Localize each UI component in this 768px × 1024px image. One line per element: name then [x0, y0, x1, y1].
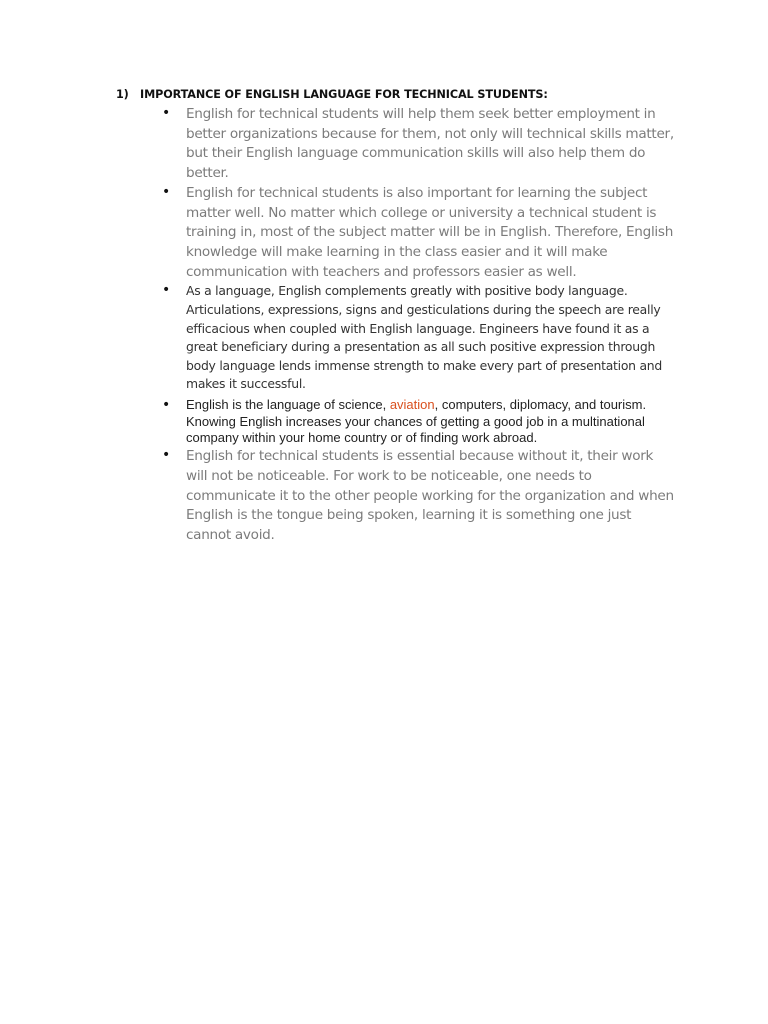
- bullet-icon: •: [162, 447, 171, 464]
- list-item-text: English for technical students will help them seek better employment in better organizations because for them, not only will technical skills matter, but their English language communication skills will also help them do better.: [186, 106, 674, 182]
- aviation-link[interactable]: aviation: [389, 396, 435, 412]
- bullet-icon: •: [162, 183, 171, 200]
- list-item-text-before: English is the language of science,: [186, 396, 390, 412]
- bullet-list: [162, 105, 674, 546]
- list-item-text: [186, 397, 674, 447]
- list-item-text-after: , computers, diplomacy, and tourism. Knowing English increases your chances of getting a good job in a multinational company within your home country or of finding work abroad.: [186, 396, 647, 446]
- list-item-text: As a language, English complements greatly with positive body language. Articulations, expressions, signs and gesticulations during the speech are really efficacious when coupled with English language. Engineers have found it as a great beneficiary during a presentation as all such positive expression through body language lends immense strength to make every part of presentation and makes it successful.: [186, 283, 663, 392]
- list-item-text: English for technical students is also important for learning the subject matter well. No matter which college or university a technical student is training in, most of the subject matter will be in English. Therefore, English knowledge will make learning in the class easier and it will make communication with teachers and professors easier as well.: [186, 184, 674, 280]
- list-item: [162, 447, 674, 546]
- section-number: 1): [116, 88, 129, 101]
- bullet-icon: •: [162, 105, 171, 121]
- list-item: [162, 282, 674, 394]
- bullet-icon: •: [162, 282, 171, 299]
- bullet-icon: •: [162, 396, 171, 413]
- list-item-text: English for technical students is essential because without it, their work will not be noticeable. For work to be noticeable, one needs to communicate it to the other people working for the organization and when English is the tongue being spoken, learning it is something one just cannot avoid.: [186, 448, 674, 544]
- list-item: [162, 105, 674, 184]
- section-title: IMPORTANCE OF ENGLISH LANGUAGE FOR TECHNICAL STUDENTS:: [140, 88, 548, 101]
- section-heading: [116, 88, 548, 101]
- list-item: [162, 184, 674, 283]
- list-item: [162, 397, 674, 447]
